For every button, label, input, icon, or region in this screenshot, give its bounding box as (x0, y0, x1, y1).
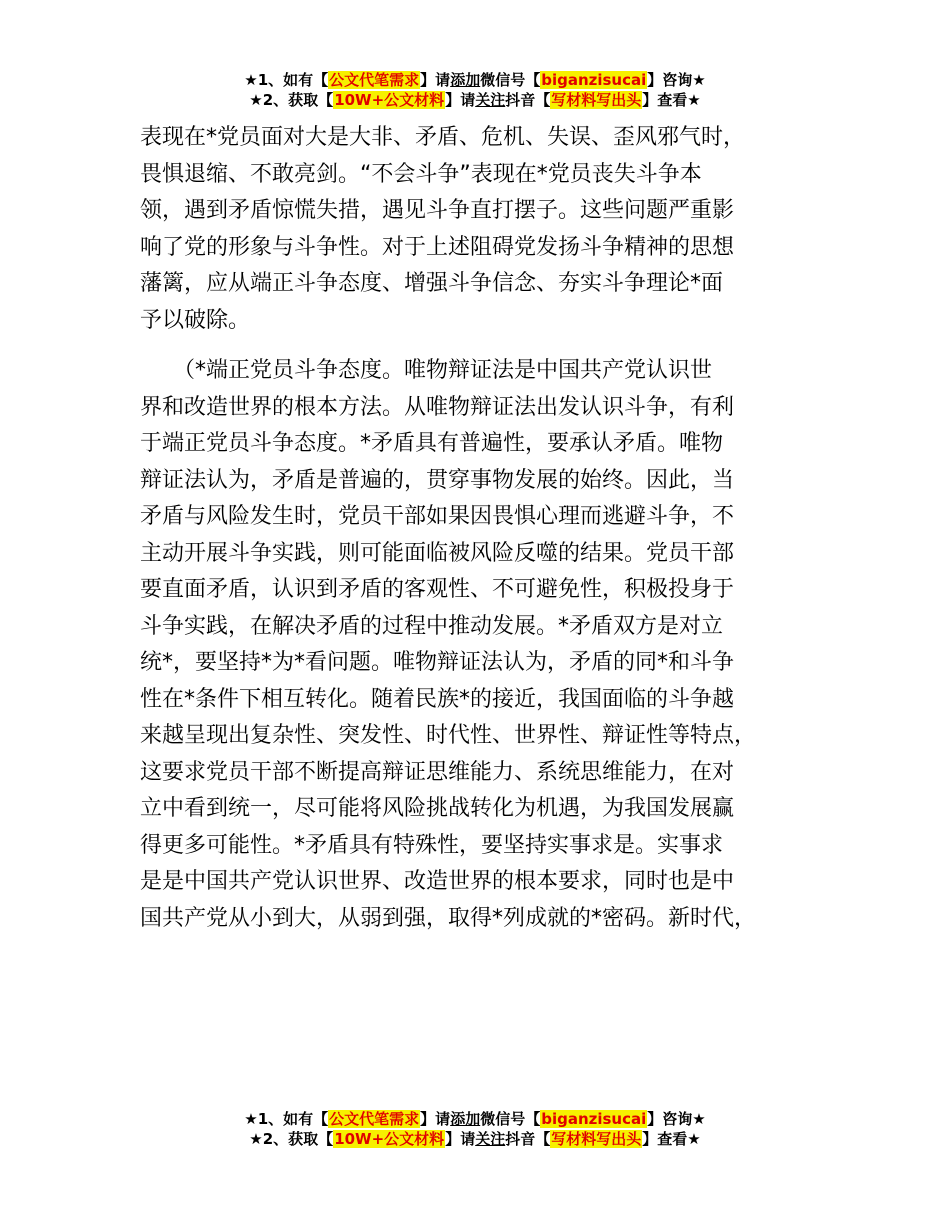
text-line: 立中看到统一，尽可能将风险挑战转化为机遇，为我国发展赢 (140, 796, 735, 821)
paragraph-gap (140, 339, 830, 353)
banner-line-2: ★2、获取【10W+公文材料】请关注抖音【写材料写出头】查看★ (249, 91, 701, 109)
text-line: 予以破除。 (140, 307, 251, 333)
text-line: 得更多可能性。*矛盾具有特殊性，要坚持实事求是。实事求 (140, 832, 724, 858)
highlight-materials: 10W+公文材料 (334, 1130, 445, 1148)
document-body (140, 120, 830, 937)
highlight-service: 公文代笔需求 (329, 1110, 420, 1128)
banner-line-1: ★1、如有【公文代笔需求】请添加微信号【biganzisucai】咨询★ (244, 1110, 706, 1128)
text-line: 是是中国共产党认识世界、改造世界的根本要求，同时也是中 (140, 869, 735, 894)
paragraph-1 (140, 120, 830, 339)
footer-banner (0, 1109, 950, 1149)
text-line: 畏惧退缩、不敢亮剑。“不会斗争”表现在*党员丧失斗争本 (140, 161, 702, 187)
highlight-wechat-id: biganzisucai (541, 71, 647, 89)
text-line: 响了党的形象与斗争性。对于上述阻碍党发扬斗争精神的思想 (140, 234, 735, 260)
text-line: 界和改造世界的根本方法。从唯物辩证法出发认识斗争，有利 (140, 394, 735, 420)
text-line: 藩篱，应从端正斗争态度、增强斗争信念、夯实斗争理论*面 (140, 271, 724, 296)
text-line: 辩证法认为，矛盾是普遍的，贯穿事物发展的始终。因此，当 (140, 467, 735, 493)
text-line: 领，遇到矛盾惊慌失措，遇见斗争直打摆子。这些问题严重影 (140, 198, 735, 223)
text-line: 于端正党员斗争态度。*矛盾具有普遍性，要承认矛盾。唯物 (140, 431, 724, 456)
text-line: 矛盾与风险发生时，党员干部如果因畏惧心理而逃避斗争，不 (140, 504, 735, 529)
text-line: 表现在*党员面对大是大非、矛盾、危机、失误、歪风邪气时， (140, 125, 746, 150)
paragraph-2 (140, 353, 830, 937)
highlight-wechat-id: biganzisucai (541, 1110, 647, 1128)
header-banner (0, 70, 950, 110)
highlight-douyin: 写材料写出头 (551, 91, 642, 109)
text-line: 斗争实践，在解决矛盾的过程中推动发展。*矛盾双方是对立 (140, 613, 724, 639)
banner-line-2: ★2、获取【10W+公文材料】请关注抖音【写材料写出头】查看★ (249, 1130, 701, 1148)
highlight-service: 公文代笔需求 (329, 71, 420, 89)
text-line: 性在*条件下相互转化。随着民族*的接近，我国面临的斗争越 (140, 686, 735, 712)
text-line: 主动开展斗争实践，则可能面临被风险反噬的结果。党员干部 (140, 540, 735, 566)
text-line: （*端正党员斗争态度。唯物辩证法是中国共产党认识世 (140, 358, 713, 383)
highlight-douyin: 写材料写出头 (551, 1130, 642, 1148)
highlight-materials: 10W+公文材料 (334, 91, 445, 109)
text-line: 要直面矛盾，认识到矛盾的客观性、不可避免性，积极投身于 (140, 577, 735, 602)
text-line: 国共产党从小到大，从弱到强，取得*列成就的*密码。新时代， (140, 905, 757, 931)
text-line: 统*，要坚持*为*看问题。唯物辩证法认为，矛盾的同*和斗争 (140, 650, 735, 675)
text-line: 这要求党员干部不断提高辩证思维能力、系统思维能力，在对 (140, 759, 735, 785)
banner-line-1: ★1、如有【公文代笔需求】请添加微信号【biganzisucai】咨询★ (244, 71, 706, 89)
text-line: 来越呈现出复杂性、突发性、时代性、世界性、辩证性等特点， (140, 723, 757, 748)
